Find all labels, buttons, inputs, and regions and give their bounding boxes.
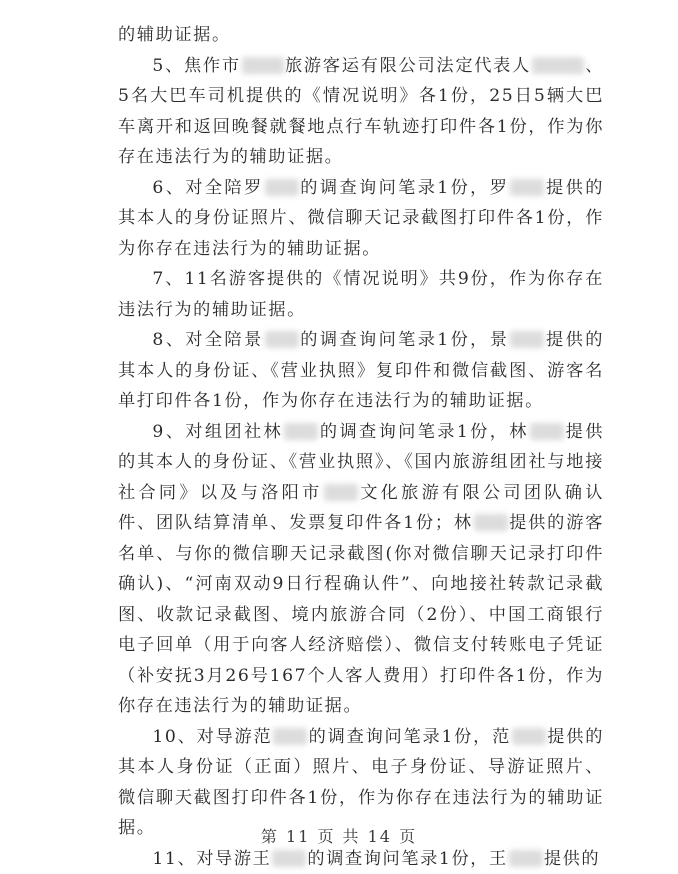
redacted-name (324, 484, 358, 501)
paragraph-text: 9、对组团社林 (152, 422, 283, 442)
paragraph-text: 10、对导游范 (152, 727, 272, 747)
paragraph-text: 6、对全陪罗 (152, 178, 263, 198)
page-number: 第 11 页 共 14 页 (0, 824, 678, 847)
redacted-name (272, 850, 306, 867)
redacted-name (532, 57, 584, 74)
paragraph-text: 提供的 (544, 849, 600, 869)
paragraph-text: 8、对全陪景 (152, 330, 263, 350)
redacted-name (512, 728, 546, 745)
paragraph-p9 (118, 417, 604, 722)
paragraph-text: 的调查询问笔录1份，罗 (300, 178, 510, 198)
redacted-name (510, 179, 544, 196)
paragraph-text: 提供的游客名单、与你的微信聊天记录截图(你对微信聊天记录打印件确认)、“河南双动9日行程确认件”、向地接社转款记录截图、收款记录截图、境内旅游合同（2份）、中国工商银行电子回单（用于向客人经济赔偿）、微信支付转账电子凭证（补安抚3月26号167个人客人费用）打印件各1份，作为你存在违法行为的辅助证据。 (118, 513, 604, 716)
paragraph-text: 提供的其本人身份证（正面）照片、电子身份证、导游证照片、微信聊天截图打印件各1份，作为你存在违法行为的辅助证据。 (118, 727, 604, 839)
redacted-name (284, 423, 318, 440)
redacted-name (474, 514, 508, 531)
redacted-name (265, 179, 299, 196)
paragraph-text: 11、对导游王 (152, 849, 271, 869)
redacted-name (242, 57, 284, 74)
paragraph-text: 文化旅游有限公司团队确认件、团队结算清单、发票复印件各1份；林 (118, 483, 604, 534)
paragraph-p6 (118, 173, 604, 265)
paragraph-text: 的调查询问笔录1份，林 (319, 422, 529, 442)
paragraph-p5 (118, 51, 604, 173)
paragraph-p8 (118, 325, 604, 417)
paragraph-text: 的调查询问笔录1份，范 (308, 727, 511, 747)
redacted-name (265, 331, 299, 348)
paragraph-text: 7、11名游客提供的《情况说明》共9份，作为你存在违法行为的辅助证据。 (118, 269, 604, 320)
paragraph-p11 (118, 844, 604, 874)
paragraph-text: 的调查询问笔录1份，王 (307, 849, 507, 869)
paragraph-text: 的调查询问笔录1份，景 (300, 330, 510, 350)
paragraph-text: 提供的其本人的身份证照片、微信聊天记录截图打印件各1份，作为你存在违法行为的辅助证据。 (118, 178, 604, 259)
paragraph-text: 提供的其本人的身份证、《营业执照》、《国内旅游组团社与地接社合同》以及与洛阳市 (118, 422, 604, 503)
paragraph-text: 5、焦作市 (152, 56, 240, 76)
redacted-name (530, 423, 564, 440)
paragraph-p7 (118, 264, 604, 325)
document-body (118, 20, 604, 874)
paragraph-p-cont (118, 20, 604, 51)
redacted-name (510, 331, 544, 348)
redacted-name (509, 850, 543, 867)
redacted-name (273, 728, 307, 745)
paragraph-text: 、5名大巴车司机提供的《情况说明》各1份，25日5辆大巴车离开和返回晚餐就餐地点行车轨迹打印件各1份，作为你存在违法行为的辅助证据。 (118, 56, 604, 168)
paragraph-text: 的辅助证据。 (118, 25, 231, 45)
paragraph-text: 提供的其本人的身份证、《营业执照》复印件和微信截图、游客名单打印件各1份，作为你存在违法行为的辅助证据。 (118, 330, 604, 411)
paragraph-text: 旅游客运有限公司法定代表人 (285, 56, 531, 76)
